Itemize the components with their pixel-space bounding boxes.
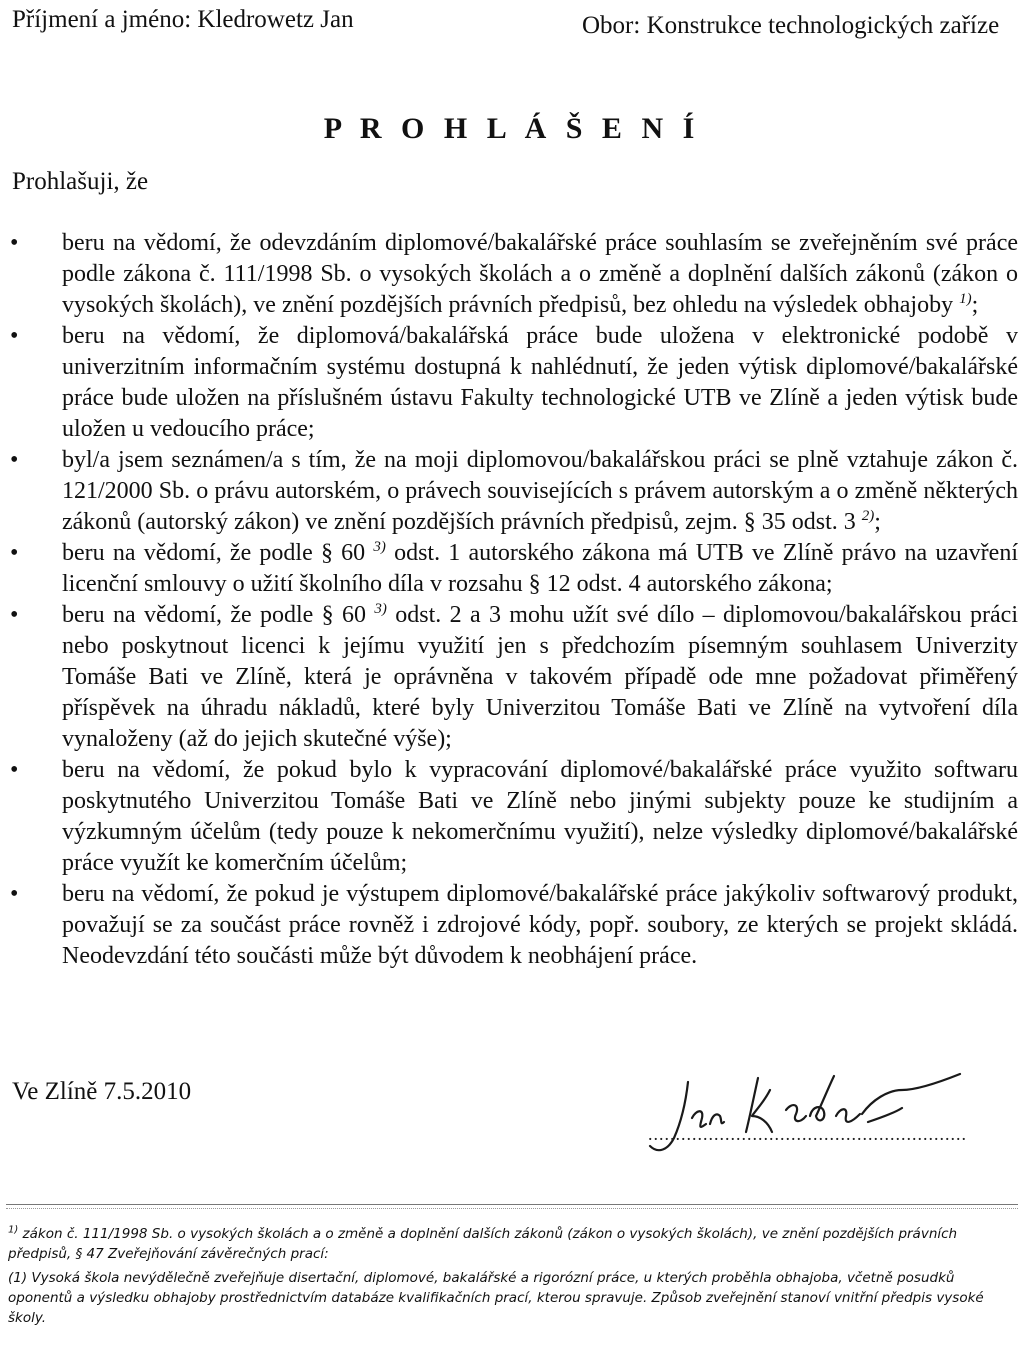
footnote-ref: 3) [374, 601, 387, 617]
footnote-mark: 1) [8, 1224, 19, 1236]
bullet-icon: • [10, 757, 19, 783]
bullet-icon: • [10, 881, 19, 907]
footnote-ref: 1) [959, 291, 972, 307]
item-text-after: odst. 1 autorského zákona má UTB ve Zlíně právo na uzavření licenční smlouvy o užití školního díla v rozsahu § 12 odst. 4 autorského zákona; [62, 540, 1018, 597]
footnote-ref: 3) [373, 539, 386, 555]
item-text: beru na vědomí, že pokud bylo k vypracování diplomové/bakalářské práce využito softwaru poskytnutého Univerzitou Tomáše Bati ve Zlíně nebo jinými subjekty pouze ke studijním a výzkumným účelům (tedy pouze k nekomerčnímu využití), nelze výsledky diplomové/bakalářské práce využít ke komerčním účelům; [62, 757, 1018, 876]
item-text: beru na vědomí, že podle § 60 [62, 602, 375, 628]
item-text: beru na vědomí, že odevzdáním diplomové/bakalářské práce souhlasím se zveřejněním své práce podle zákona č. 111/1998 Sb. o vysokých školách a o změně a doplnění dalších zákonů (zákon o vysokých školách), ve znění pozdějších právních předpisů, bez ohledu na výsledek obhajoby [62, 230, 1018, 318]
signature-line: .......................................................... [648, 1124, 967, 1144]
list-item [8, 755, 1018, 879]
item-text-after: ; [874, 509, 881, 535]
item-text-after: ; [971, 292, 979, 318]
handwritten-signature [640, 1060, 1020, 1170]
footnote-divider-dotted [6, 1208, 1018, 1209]
place-date: Ve Zlíně 7.5.2010 [12, 1078, 192, 1105]
declaration-list [8, 228, 1018, 972]
list-item [8, 538, 1018, 600]
footnote-ref: 2) [861, 508, 875, 524]
item-text: byl/a jsem seznámen/a s tím, že na moji diplomovou/bakalářskou práci se plně vztahuje zákon č. 121/2000 Sb. o právu autorském, o právech souvisejících s právem autorským a o změně některých zákonů (autorský zákon) ve znění pozdějších právních předpisů, zejm. § 35 odst. 3 [62, 447, 1018, 535]
list-item [8, 321, 1018, 445]
bullet-icon: • [10, 447, 19, 473]
signature-stroke [862, 1074, 960, 1114]
item-text-after: odst. 2 a 3 mohu užít své dílo – diplomovou/bakalářskou práci nebo poskytnout licenci k jejímu využití jen s předchozím písemným souhlasem Univerzity Tomáše Bati ve Zlíně, která je oprávněna v takovém případě ode mne požadovat přiměřený příspěvek na úhradu nákladů, které byly Univerzitou Tomáše Bati ve Zlíně na vytvoření díla vynaloženy (až do jejich skutečné výše); [62, 602, 1018, 752]
signature-stroke [836, 1109, 860, 1122]
header-field-line: Obor: Konstrukce technologických zaříze [582, 12, 1000, 39]
signature-stroke [868, 1108, 902, 1122]
signature-stroke [810, 1076, 834, 1120]
signature-stroke [710, 1114, 724, 1124]
bullet-icon: • [10, 230, 19, 256]
intro-text: Prohlašuji, že [12, 168, 149, 195]
bullet-icon: • [10, 323, 19, 349]
item-text: beru na vědomí, že pokud je výstupem diplomové/bakalářské práce jakýkoliv softwarový produkt, považují se za součást práce rovněž i zdrojové kódy, popř. soubory, ze kterých se projekt skládá. Neodevzdání této součásti může být důvodem k neobhájení práce. [62, 881, 1018, 969]
list-item [8, 879, 1018, 972]
bullet-icon: • [10, 602, 19, 628]
list-item [8, 600, 1018, 755]
bullet-icon: • [10, 540, 19, 566]
item-text: beru na vědomí, že podle § 60 [62, 540, 374, 566]
footnote-divider [6, 1204, 1018, 1205]
list-item [8, 228, 1018, 321]
document-title: P R O H L Á Š E N Í [323, 112, 701, 145]
signature-stroke [786, 1105, 806, 1121]
header-name-line: Příjmení a jméno: Kledrowetz Jan [12, 6, 354, 33]
footnote-1 [8, 1224, 1014, 1264]
footnote-1-text: zákon č. 111/1998 Sb. o vysokých školách a o změně a doplnění dalších zákonů (zákon o vysokých školách), ve znění pozdějších právních předpisů, § 47 Zveřejňování závěrečných prací: [8, 1226, 958, 1262]
footnotes [8, 1224, 1014, 1328]
item-text: beru na vědomí, že diplomová/bakalářská práce bude uložena v elektronické podobě v univerzitním informačním systému dostupná k nahlédnutí, že jeden výtisk diplomové/bakalářské práce bude uložen na příslušném ústavu Fakulty technologické UTB ve Zlíně a jeden výtisk bude uložen u vedoucího práce; [62, 323, 1018, 442]
list-item [8, 445, 1018, 538]
footnote-1-paragraph: (1) Vysoká škola nevýdělečně zveřejňuje disertační, diplomové, bakalářské a rigorózní práce, u kterých proběhla obhajoba, včetně posudků oponentů a výsledku obhajoby prostřednictvím databáze kvalifikačních prací, kterou spravuje. Způsob zveřejnění stanoví vnitřní předpis vysoké školy. [8, 1270, 984, 1326]
